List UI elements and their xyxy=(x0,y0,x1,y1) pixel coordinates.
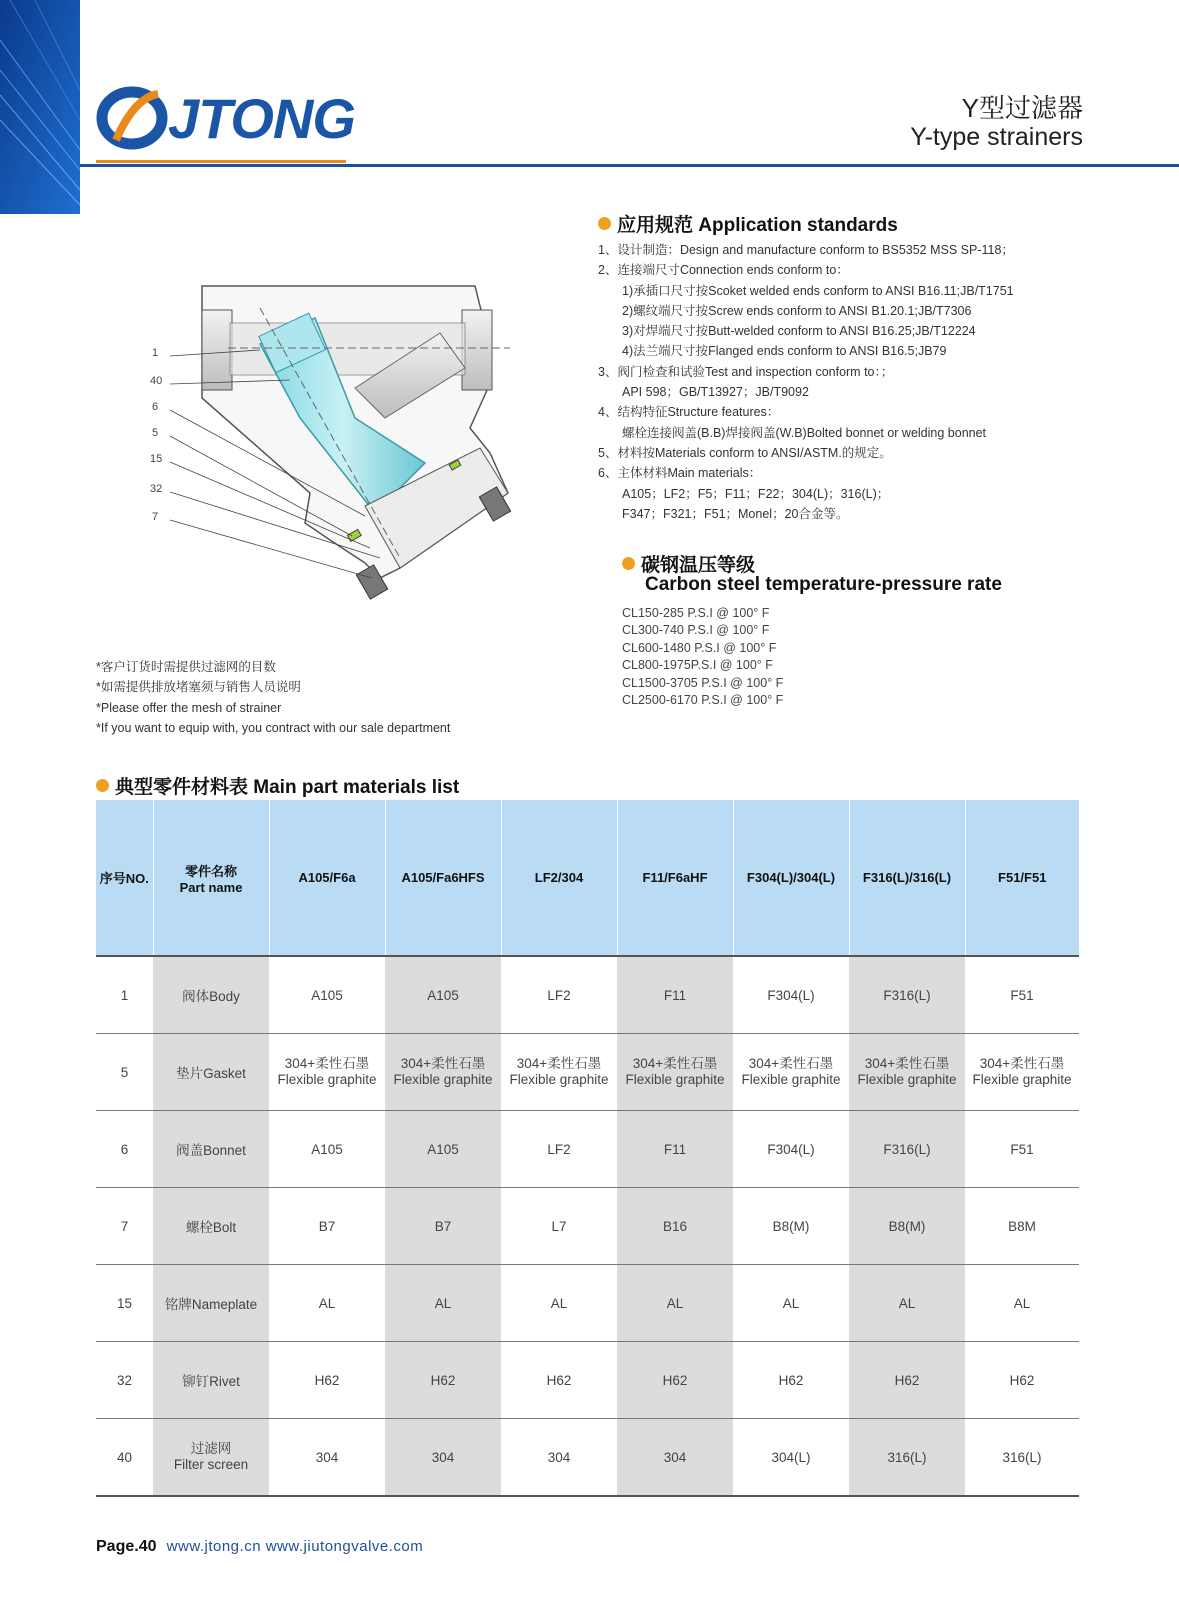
header-rule xyxy=(80,164,1179,167)
list-item: CL2500-6170 P.S.I @ 100° F xyxy=(622,693,784,708)
cell-value: AL xyxy=(849,1265,965,1342)
header-grade: A105/Fa6HFS xyxy=(385,800,501,956)
cell-value: F304(L) xyxy=(733,956,849,1034)
header-part-name-cn: 零件名称 xyxy=(184,863,237,879)
cell-value: AL xyxy=(733,1265,849,1342)
brand-name: JTONG xyxy=(168,87,355,150)
header-grade: F11/F6aHF xyxy=(617,800,733,956)
note-item: *客户订货时需提供过滤网的目数 xyxy=(96,660,276,674)
cell-part: 螺栓Bolt xyxy=(153,1188,269,1265)
bullet-icon xyxy=(598,217,611,230)
cell-value: B8(M) xyxy=(733,1188,849,1265)
callout-label: 32 xyxy=(150,483,163,495)
logo-underline xyxy=(96,160,346,163)
cell-line: Flexible graphite xyxy=(741,1072,841,1087)
carbon-title-cn: 碳钢温压等级 xyxy=(641,555,756,576)
page-title-cn: Y型过滤器 xyxy=(961,93,1083,123)
callout-label: 5 xyxy=(152,427,159,439)
order-notes xyxy=(96,657,450,738)
cell-value: F304(L) xyxy=(733,1111,849,1188)
list-item: CL300-740 P.S.I @ 100° F xyxy=(622,623,770,638)
cell-line: Flexible graphite xyxy=(509,1072,609,1087)
callout-label: 40 xyxy=(150,375,163,387)
cell-no: 5 xyxy=(96,1034,153,1111)
list-item: 5、材料按Materials conform to ANSI/ASTM.的规定。 xyxy=(598,445,892,460)
cell-value: 304 xyxy=(385,1419,501,1497)
cell-line: 304+柔性石墨 xyxy=(632,1056,718,1071)
table-row xyxy=(96,1265,1079,1342)
cell-part: 阀盖Bonnet xyxy=(153,1111,269,1188)
cell-value: A105 xyxy=(269,956,385,1034)
list-item: F347；F321；F51；Monel；20合金等。 xyxy=(622,506,849,521)
cell-value: F51 xyxy=(965,956,1079,1034)
materials-table xyxy=(96,800,1079,1497)
materials-table-wrap xyxy=(96,800,1079,1497)
list-item: 1)承插口尺寸按Scoket welded ends conform to ANSI B16.11;JB/T1751 xyxy=(622,283,1014,298)
cell-value: H62 xyxy=(269,1342,385,1419)
cell-value: H62 xyxy=(849,1342,965,1419)
cell-value: L7 xyxy=(501,1188,617,1265)
materials-title: 典型零件材料表 Main part materials list xyxy=(115,777,460,798)
cell-value xyxy=(501,1034,617,1111)
cell-value xyxy=(617,1034,733,1111)
carbon-title-en: Carbon steel temperature-pressure rate xyxy=(645,574,1002,595)
cell-value: AL xyxy=(269,1265,385,1342)
header-grade: F316(L)/316(L) xyxy=(849,800,965,956)
cell-value: AL xyxy=(617,1265,733,1342)
cell-value: AL xyxy=(385,1265,501,1342)
header-part-name xyxy=(153,800,269,956)
table-header-row xyxy=(96,800,1079,956)
application-standards-title: 应用规范 Application standards xyxy=(617,215,898,236)
materials-heading xyxy=(96,772,459,799)
cell-value: H62 xyxy=(733,1342,849,1419)
carbon-heading xyxy=(622,550,755,577)
cell-value: 304(L) xyxy=(733,1419,849,1497)
header-no: 序号NO. xyxy=(96,800,153,956)
cell-value: B8M xyxy=(965,1188,1079,1265)
cell-no: 15 xyxy=(96,1265,153,1342)
list-item: 1、设计制造：Design and manufacture conform to BS5352 MSS SP-118； xyxy=(598,243,1014,257)
cell-value: F316(L) xyxy=(849,956,965,1034)
list-item: CL800-1975P.S.I @ 100° F xyxy=(622,658,773,673)
cell-value: B7 xyxy=(385,1188,501,1265)
table-row xyxy=(96,956,1079,1034)
list-item: 2)螺纹端尺寸按Screw ends conform to ANSI B1.20.1;JB/T7306 xyxy=(622,303,972,318)
cell-value xyxy=(385,1034,501,1111)
cell-no: 6 xyxy=(96,1111,153,1188)
list-item: CL600-1480 P.S.I @ 100° F xyxy=(622,640,777,655)
cell-part: 垫片Gasket xyxy=(153,1034,269,1111)
cell-line: Flexible graphite xyxy=(625,1072,725,1087)
cell-value: 304 xyxy=(269,1419,385,1497)
cell-value: B7 xyxy=(269,1188,385,1265)
cell-value: 304 xyxy=(617,1419,733,1497)
callout-label: 15 xyxy=(150,453,163,465)
cell-line: 过滤网 xyxy=(190,1441,232,1456)
cell-value: 316(L) xyxy=(965,1419,1079,1497)
cell-line: 304+柔性石墨 xyxy=(516,1056,602,1071)
header-grade: LF2/304 xyxy=(501,800,617,956)
cell-line: Flexible graphite xyxy=(857,1072,957,1087)
callout-label: 7 xyxy=(152,511,159,523)
list-item: 4、结构特征Structure features： xyxy=(598,405,780,420)
cell-line: Flexible graphite xyxy=(972,1072,1072,1087)
header-part-name-en: Part name xyxy=(179,879,243,895)
cell-line: 304+柔性石墨 xyxy=(400,1056,486,1071)
application-standards-heading xyxy=(598,210,898,237)
cell-part: 铭牌Nameplate xyxy=(153,1265,269,1342)
cell-line: Filter screen xyxy=(173,1457,249,1472)
note-item: *If you want to equip with, you contract with our sale department xyxy=(96,720,451,735)
cell-part: 阀体Body xyxy=(153,956,269,1034)
note-item: *Please offer the mesh of strainer xyxy=(96,700,282,715)
cell-value: F51 xyxy=(965,1111,1079,1188)
list-item: 6、主体材料Main materials： xyxy=(598,466,762,481)
note-item: *如需提供排放堵塞须与销售人员说明 xyxy=(96,680,301,695)
cell-no: 7 xyxy=(96,1188,153,1265)
cell-no: 40 xyxy=(96,1419,153,1497)
cell-value xyxy=(965,1034,1079,1111)
cell-value: A105 xyxy=(385,1111,501,1188)
list-item: 3)对焊端尺寸按Butt-welded conform to ANSI B16.25;JB/T12224 xyxy=(622,324,976,339)
cell-value: AL xyxy=(501,1265,617,1342)
cell-value: LF2 xyxy=(501,956,617,1034)
header-grade: F304(L)/304(L) xyxy=(733,800,849,956)
page-number: Page.40 xyxy=(96,1538,157,1555)
table-row xyxy=(96,1342,1079,1419)
list-item: CL150-285 P.S.I @ 100° F xyxy=(622,606,770,620)
header-grade: F51/F51 xyxy=(965,800,1079,956)
bullet-icon xyxy=(622,557,635,570)
cell-no: 1 xyxy=(96,956,153,1034)
cell-value: B8(M) xyxy=(849,1188,965,1265)
cell-value: H62 xyxy=(617,1342,733,1419)
list-item: 4)法兰端尺寸按Flanged ends conform to ANSI B16.5;JB79 xyxy=(622,344,947,359)
table-row xyxy=(96,1111,1079,1188)
footer xyxy=(96,1538,423,1556)
cell-line: Flexible graphite xyxy=(393,1072,493,1087)
strainer-drawing xyxy=(140,278,560,628)
cell-no: 32 xyxy=(96,1342,153,1419)
cell-part: 铆钉Rivet xyxy=(153,1342,269,1419)
pressure-rate-list xyxy=(622,605,783,709)
cell-value: LF2 xyxy=(501,1111,617,1188)
list-item: A105；LF2；F5；F11；F22；304(L)；316(L)； xyxy=(622,486,890,501)
standards-list xyxy=(598,240,1158,524)
callout-label: 6 xyxy=(152,401,159,413)
cell-value: 304 xyxy=(501,1419,617,1497)
list-item: 3、阀门检查和试验Test and inspection conform to：； xyxy=(598,364,894,379)
cell-value: F11 xyxy=(617,956,733,1034)
cell-value: H62 xyxy=(501,1342,617,1419)
cell-value: A105 xyxy=(385,956,501,1034)
bullet-icon xyxy=(96,779,109,792)
cell-value xyxy=(733,1034,849,1111)
list-item: API 598；GB/T13927；JB/T9092 xyxy=(622,385,809,400)
cell-value xyxy=(849,1034,965,1111)
cell-line: 304+柔性石墨 xyxy=(748,1056,834,1071)
cell-value: F11 xyxy=(617,1111,733,1188)
cell-part xyxy=(153,1419,269,1497)
cell-value: AL xyxy=(965,1265,1079,1342)
website-links[interactable]: www.jtong.cn www.jiutongvalve.com xyxy=(166,1538,424,1555)
table-row xyxy=(96,1188,1079,1265)
table-row xyxy=(96,1419,1079,1497)
table-row xyxy=(96,1034,1079,1111)
corner-graphic xyxy=(0,0,80,214)
cell-value: B16 xyxy=(617,1188,733,1265)
list-item: 2、连接端尺寸Connection ends conform to： xyxy=(598,263,849,278)
cell-value: H62 xyxy=(965,1342,1079,1419)
cell-value: H62 xyxy=(385,1342,501,1419)
cell-value: A105 xyxy=(269,1111,385,1188)
cell-line: 304+柔性石墨 xyxy=(864,1056,950,1071)
cell-line: Flexible graphite xyxy=(277,1072,377,1087)
cell-value xyxy=(269,1034,385,1111)
page-title-en: Y-type strainers xyxy=(910,123,1083,151)
cell-value: F316(L) xyxy=(849,1111,965,1188)
cell-line: 304+柔性石墨 xyxy=(979,1056,1065,1071)
cell-line: 304+柔性石墨 xyxy=(284,1056,370,1071)
list-item: CL1500-3705 P.S.I @ 100° F xyxy=(622,675,784,690)
header-grade: A105/F6a xyxy=(269,800,385,956)
cell-value: 316(L) xyxy=(849,1419,965,1497)
list-item: 螺栓连接阀盖(B.B)焊接阀盖(W.B)Bolted bonnet or welding bonnet xyxy=(622,425,987,440)
callout-label: 1 xyxy=(152,347,159,359)
